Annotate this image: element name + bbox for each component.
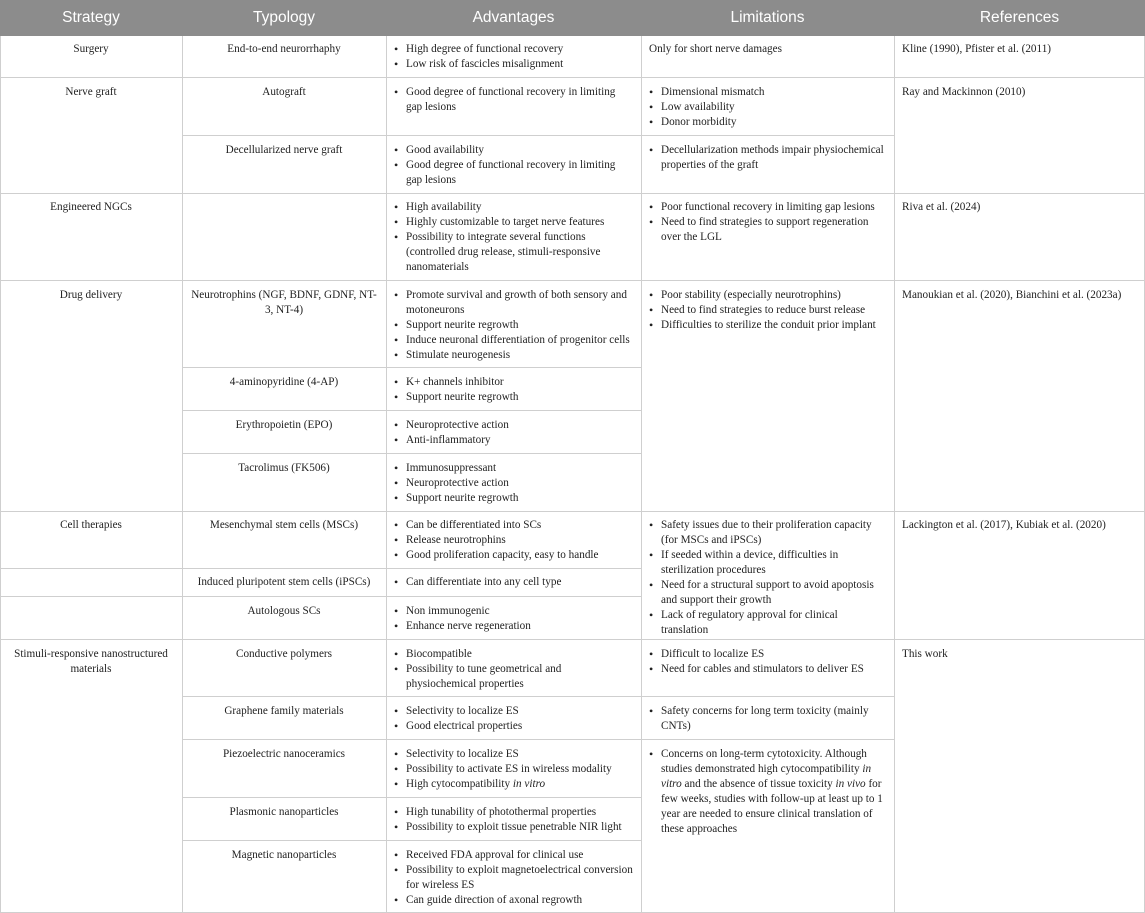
references-cell: Ray and Mackinnon (2010)	[902, 86, 1026, 98]
limitations-list	[649, 85, 887, 130]
list-item: • Neuroprotective action	[394, 476, 634, 491]
advantages-list	[394, 604, 634, 634]
list-item: • Can be differentiated into SCs	[394, 518, 634, 533]
list-item: • Possibility to exploit magnetoelectrical conversion for wireless ES	[394, 863, 634, 893]
typology-cell: Autograft	[262, 86, 306, 98]
header-limitations: Limitations	[730, 9, 805, 26]
list-item: • Safety issues due to their proliferation capacity (for MSCs and iPSCs)	[649, 518, 887, 548]
header-advantages: Advantages	[472, 9, 555, 26]
italic-text: in vitro	[512, 778, 546, 790]
strategy-cell: Cell therapies	[60, 519, 122, 531]
list-item: • Release neurotrophins	[394, 533, 634, 548]
limitations-list	[649, 288, 887, 333]
list-item: • High availability	[394, 200, 634, 215]
advantages-list	[394, 575, 634, 590]
advantages-list	[394, 805, 634, 835]
list-item: • Poor stability (especially neurotrophins)	[649, 288, 887, 303]
limitations-cell: Only for short nerve damages	[649, 43, 782, 55]
list-item: • Need for cables and stimulators to deliver ES	[649, 662, 887, 677]
list-item: • High cytocompatibility in vitro	[394, 777, 634, 792]
advantages-list	[394, 42, 634, 72]
list-item: • K+ channels inhibitor	[394, 375, 634, 390]
limitations-list	[649, 518, 887, 638]
header-references: References	[979, 9, 1060, 26]
list-item: • Decellularization methods impair physiochemical properties of the graft	[649, 143, 887, 173]
list-item: • Highly customizable to target nerve features	[394, 215, 634, 230]
list-item: • Need to find strategies to support regeneration over the LGL	[649, 215, 887, 245]
list-item: • Good proliferation capacity, easy to handle	[394, 548, 634, 563]
list-item: • Can differentiate into any cell type	[394, 575, 634, 590]
limitations-list	[649, 704, 887, 734]
list-item: • Possibility to activate ES in wireless modality	[394, 762, 634, 777]
list-item: • Promote survival and growth of both sensory and motoneurons	[394, 288, 634, 318]
typology-cell: Plasmonic nanoparticles	[229, 806, 339, 818]
advantages-list	[394, 848, 634, 908]
limitation-text-italic: in vitro	[661, 763, 872, 790]
list-item: • Enhance nerve regeneration	[394, 619, 634, 634]
typology-cell: Induced pluripotent stem cells (iPSCs)	[197, 576, 371, 588]
list-item: • Selectivity to localize ES	[394, 747, 634, 762]
advantages-list	[394, 704, 634, 734]
list-item: • Anti-inflammatory	[394, 433, 634, 448]
limitation-text: for few weeks, studies with follow-up at least up to 1 year are needed to ensure clinical translation of these approaches	[661, 778, 883, 835]
list-item: • Need to find strategies to reduce burst release	[649, 303, 887, 318]
strategy-cell: Surgery	[73, 43, 109, 55]
list-item: • Lack of regulatory approval for clinical translation	[649, 608, 887, 638]
limitations-list	[649, 143, 887, 173]
list-item: • Good degree of functional recovery in limiting gap lesions	[394, 158, 634, 188]
table-header	[0, 0, 1145, 36]
references-cell: Riva et al. (2024)	[902, 201, 981, 213]
list-item: • Safety concerns for long term toxicity (mainly CNTs)	[649, 704, 887, 734]
strategy-cell: Nerve graft	[65, 86, 117, 98]
list-item: • Need for a structural support to avoid apoptosis and support their growth	[649, 578, 887, 608]
list-item: • Support neurite regrowth	[394, 390, 634, 405]
list-item: • Induce neuronal differentiation of progenitor cells	[394, 333, 634, 348]
references-cell: Kline (1990), Pfister et al. (2011)	[902, 43, 1052, 55]
limitation-text: and the absence of tissue toxicity	[684, 778, 833, 790]
advantages-list	[394, 85, 634, 115]
advantages-list	[394, 461, 634, 506]
list-item: • Selectivity to localize ES	[394, 704, 634, 719]
list-item: • Possibility to tune geometrical and physiochemical properties	[394, 662, 634, 692]
references-cell: Lackington et al. (2017), Kubiak et al. (2020)	[902, 519, 1106, 531]
list-item: • Support neurite regrowth	[394, 491, 634, 506]
advantages-list	[394, 418, 634, 448]
typology-cell: Graphene family materials	[224, 705, 344, 717]
advantages-list	[394, 288, 634, 363]
strategy-cell: Engineered NGCs	[50, 201, 132, 213]
typology-cell: Autologous SCs	[247, 605, 321, 617]
list-item: • Difficult to localize ES	[649, 647, 887, 662]
list-item: • Good availability	[394, 143, 634, 158]
limitations-list	[649, 647, 887, 677]
list-item: • High tunability of photothermal properties	[394, 805, 634, 820]
advantages-list	[394, 143, 634, 188]
typology-cell: Decellularized nerve graft	[225, 144, 343, 156]
advantages-list	[394, 647, 634, 692]
list-item: • Low risk of fascicles misalignment	[394, 57, 634, 72]
limitations-list	[649, 747, 887, 837]
strategy-cell: Stimuli-responsive nanostructured materials	[14, 648, 168, 675]
advantages-list	[394, 200, 634, 275]
list-item: • Neuroprotective action	[394, 418, 634, 433]
header-strategy: Strategy	[62, 9, 120, 26]
list-item: • Stimulate neurogenesis	[394, 348, 634, 363]
list-item: • Possibility to integrate several functions (controlled drug release, stimuli-responsive nanomaterials	[394, 230, 634, 275]
list-item: • Biocompatible	[394, 647, 634, 662]
typology-cell: End-to-end neurorrhaphy	[227, 43, 341, 55]
list-item: • Support neurite regrowth	[394, 318, 634, 333]
list-item: • Donor morbidity	[649, 115, 887, 130]
typology-cell: Conductive polymers	[235, 648, 332, 660]
references-cell: Manoukian et al. (2020), Bianchini et al. (2023a)	[902, 289, 1122, 301]
list-item: • Low availability	[649, 100, 887, 115]
list-item: • Non immunogenic	[394, 604, 634, 619]
limitation-text-italic: in vivo	[835, 778, 866, 790]
advantages-list	[394, 747, 634, 792]
limitation-text: Concerns on long-term cytotoxicity. Although studies demonstrated high cytocompatibility	[661, 748, 867, 775]
list-item: • If seeded within a device, difficulties in sterilization procedures	[649, 548, 887, 578]
advantages-list	[394, 375, 634, 405]
list-item: • Received FDA approval for clinical use	[394, 848, 634, 863]
list-item: • Good degree of functional recovery in limiting gap lesions	[394, 85, 634, 115]
typology-cell: Mesenchymal stem cells (MSCs)	[209, 519, 359, 531]
list-item: • Can guide direction of axonal regrowth	[394, 893, 634, 908]
typology-cell: Piezoelectric nanoceramics	[222, 748, 346, 760]
list-item: • High degree of functional recovery	[394, 42, 634, 57]
list-item: • Difficulties to sterilize the conduit prior implant	[649, 318, 887, 333]
list-item	[649, 747, 887, 837]
list-item: • Possibility to exploit tissue penetrable NIR light	[394, 820, 634, 835]
list-item: • Dimensional mismatch	[649, 85, 887, 100]
header-typology: Typology	[252, 9, 316, 26]
typology-cell: Magnetic nanoparticles	[231, 849, 337, 861]
typology-cell: Tacrolimus (FK506)	[238, 462, 330, 474]
strategy-cell: Drug delivery	[59, 289, 123, 301]
limitations-list	[649, 200, 887, 245]
typology-cell: 4-aminopyridine (4-AP)	[229, 376, 339, 388]
references-cell: This work	[902, 648, 948, 660]
list-item: • Poor functional recovery in limiting gap lesions	[649, 200, 887, 215]
list-item: • Good electrical properties	[394, 719, 634, 734]
typology-cell: Erythropoietin (EPO)	[235, 419, 333, 431]
list-item: • Immunosuppressant	[394, 461, 634, 476]
typology-cell: Neurotrophins (NGF, BDNF, GDNF, NT-3, NT-4)	[191, 289, 377, 316]
advantages-list	[394, 518, 634, 563]
